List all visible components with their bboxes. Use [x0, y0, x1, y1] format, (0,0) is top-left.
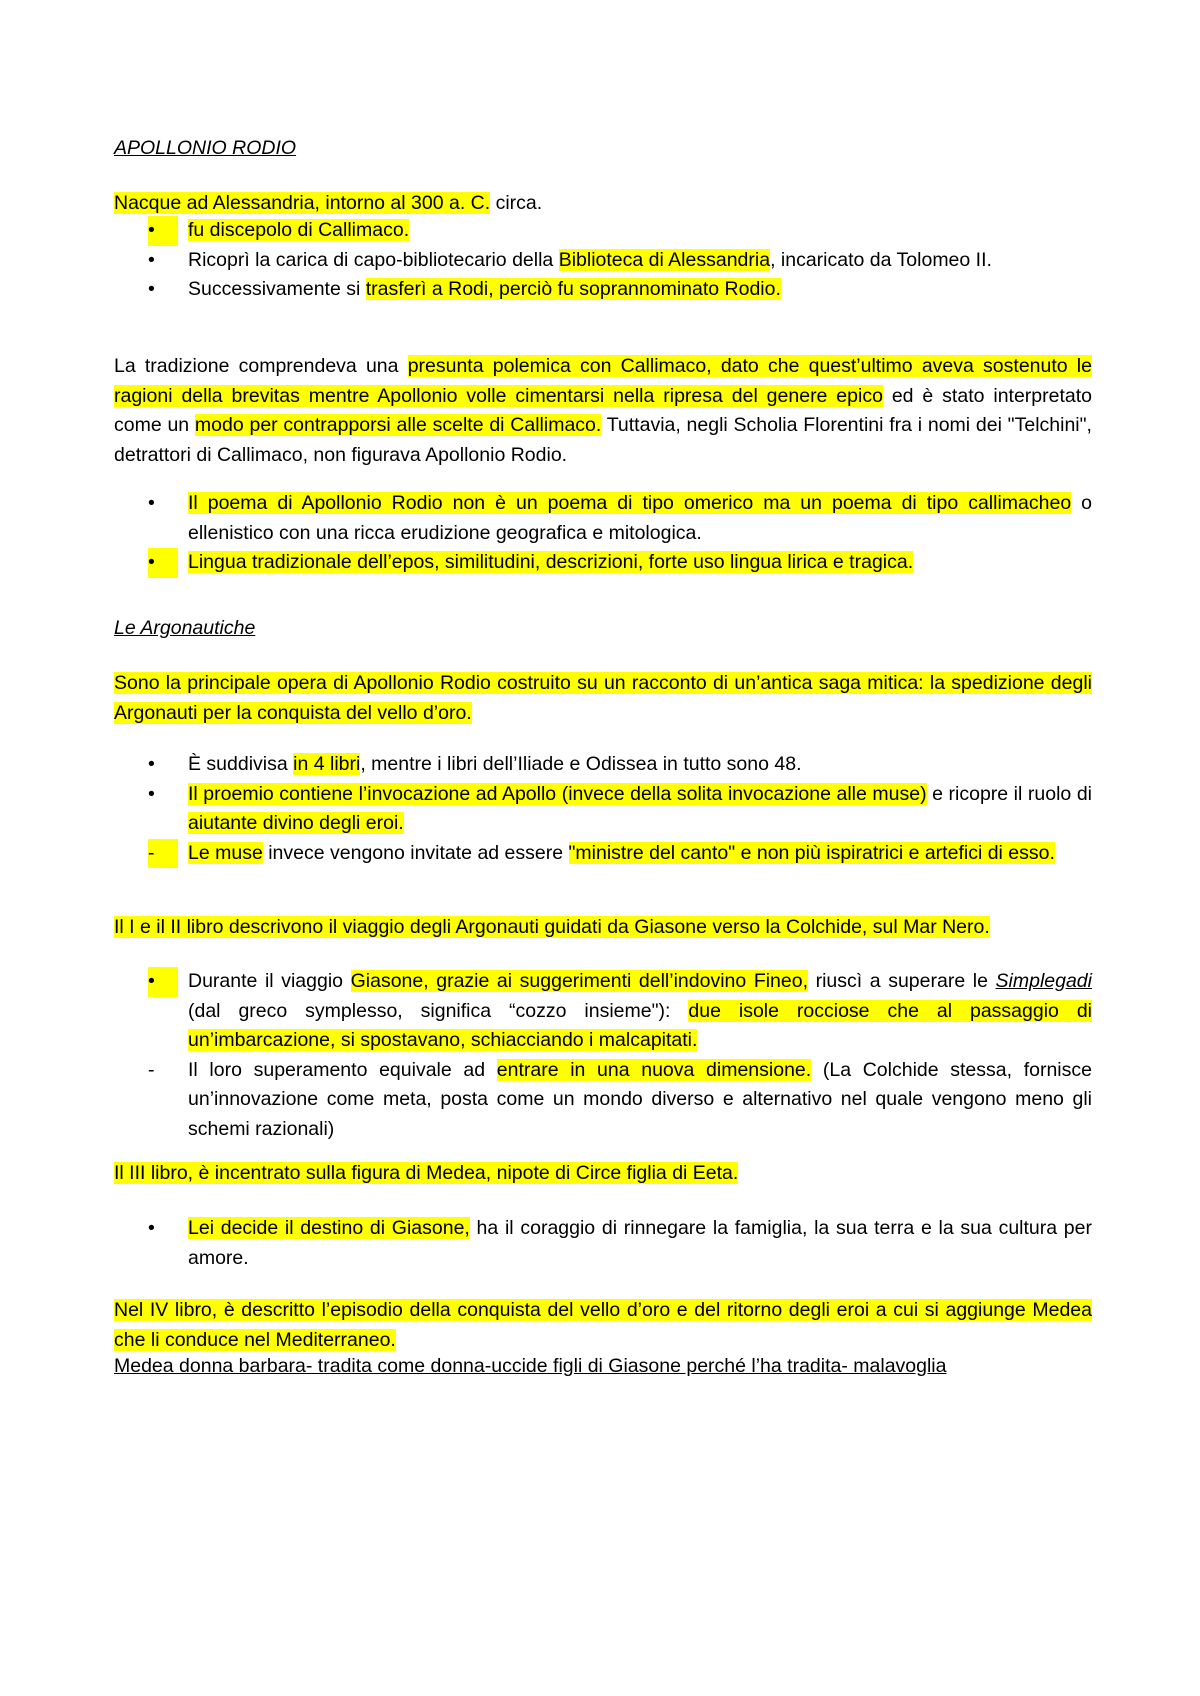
- intro-paragraph: Nacque ad Alessandria, intorno al 300 a. C. circa.: [114, 192, 543, 214]
- book-4-paragraph: Nel IV libro, è descritto l’episodio della conquista del vello d’oro e del ritorno degli eroi a cui si aggiunge Medea che li conduce nel Mediterraneo.: [114, 1299, 1092, 1351]
- bullet-marker: •: [148, 782, 155, 805]
- list-item: - Il loro superamento equivale ad entrare in una nuova dimensione. (La Colchide stessa, fornisce un’innovazione come meta, posta come un mondo diverso e alternativo nel quale vengono meno gli schemi razionali): [114, 1056, 1092, 1145]
- tradition-paragraph: La tradizione comprendeva una presunta polemica con Callimaco, dato che quest’ultimo aveva sostenuto le ragioni della brevitas mentre Apollonio volle cimentarsi nella ripresa del genere epico ed è stato interpretato come un modo per contrapporsi alle scelte di Callimaco. Tuttavia, negli Scholia Florentini fra i nomi dei "Telchini", detrattori di Callimaco, non figurava Apollonio Rodio.: [114, 355, 1093, 466]
- list-item: • Successivamente si trasferì a Rodi, perciò fu soprannominato Rodio.: [114, 275, 1092, 305]
- journey-bullet-list: [114, 967, 1092, 1144]
- books-1-2-paragraph: Il I e il II libro descrivono il viaggio degli Argonauti guidati da Giasone verso la Colchide, sul Mar Nero.: [114, 916, 990, 938]
- list-item: • fu discepolo di Callimaco.: [114, 216, 1092, 246]
- page-title: APOLLONIO RODIO: [114, 137, 297, 159]
- intro-highlight: Nacque ad Alessandria, intorno al 300 a. C.: [114, 192, 491, 214]
- list-item: • Durante il viaggio Giasone, grazie ai suggerimenti dell’indovino Fineo, riuscì a superare le Simplegadi (dal greco symplesso, significa “cozzo insieme"): due isole rocciose che al passaggio di un’imbarcazione, si spostavano, schiacciando i malcapitati.: [114, 967, 1092, 1056]
- book-3-paragraph: Il III libro, è incentrato sulla figura di Medea, nipote di Circe figlia di Eeta.: [114, 1162, 739, 1184]
- bullet-marker: •: [148, 492, 155, 514]
- bio-bullet-list: [114, 216, 1092, 305]
- closing-note: Medea donna barbara- tradita come donna-uccide figli di Giasone perché l’ha tradita- malavoglia: [114, 1355, 947, 1377]
- bullet-marker: •: [148, 1217, 155, 1239]
- list-item: • Lei decide il destino di Giasone, ha il coraggio di rinnegare la famiglia, la sua terra e la sua cultura per amore.: [114, 1214, 1092, 1273]
- list-item: • Ricoprì la carica di capo-bibliotecario della Biblioteca di Alessandria, incaricato da Tolomeo II.: [114, 246, 1092, 276]
- bullet-marker: •: [148, 248, 155, 271]
- bullet-marker: •: [148, 278, 155, 300]
- dash-marker: -: [148, 1058, 155, 1081]
- bullet-marker: •: [148, 548, 178, 578]
- list-item: • Il proemio contiene l’invocazione ad Apollo (invece della solita invocazione alle muse) e ricopre il ruolo di aiutante divino degli eroi.: [114, 780, 1092, 839]
- list-item: • Lingua tradizionale dell’epos, similitudini, descrizioni, forte uso lingua lirica e tragica.: [114, 548, 1092, 578]
- dash-marker: -: [148, 839, 178, 869]
- argonautiche-bullet-list: [114, 750, 1092, 868]
- medea-bullet-list: [114, 1214, 1092, 1273]
- list-item: • Il poema di Apollonio Rodio non è un poema di tipo omerico ma un poema di tipo callimacheo o ellenistico con una ricca erudizione geografica e mitologica.: [114, 489, 1092, 548]
- section-title: Le Argonautiche: [114, 617, 256, 639]
- poem-bullet-list: [114, 489, 1092, 578]
- list-item: • È suddivisa in 4 libri, mentre i libri dell’Iliade e Odissea in tutto sono 48.: [114, 750, 1092, 780]
- bullet-marker: •: [148, 216, 178, 246]
- bullet-marker: •: [148, 753, 155, 775]
- bullet-marker: •: [148, 967, 178, 997]
- list-item: - Le muse invece vengono invitate ad essere "ministre del canto" e non più ispiratrici e artefici di esso.: [114, 839, 1092, 869]
- argonautiche-intro: Sono la principale opera di Apollonio Rodio costruito su un racconto di un’antica saga mitica: la spedizione degli Argonauti per la conquista del vello d’oro.: [114, 672, 1092, 724]
